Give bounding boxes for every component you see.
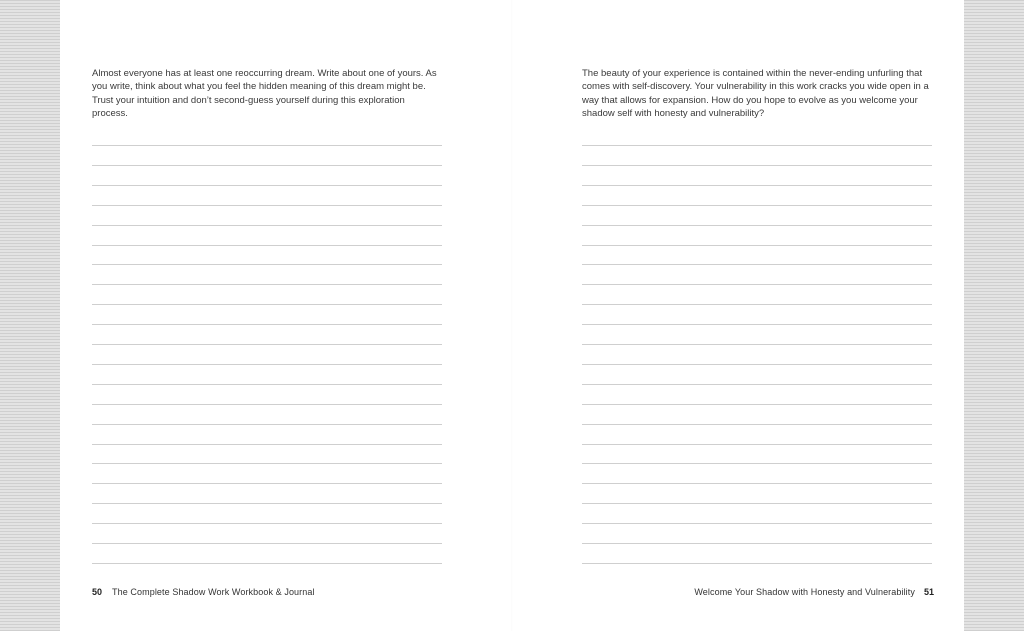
writing-line (582, 463, 932, 464)
writing-line (92, 145, 442, 146)
writing-line (582, 205, 932, 206)
page-number-right: 51 (923, 587, 934, 597)
footer-left (92, 587, 315, 597)
writing-line (92, 324, 442, 325)
writing-line (582, 245, 932, 246)
writing-line (92, 523, 442, 524)
writing-line (582, 344, 932, 345)
writing-line (582, 543, 932, 544)
footer-right (694, 587, 934, 597)
writing-line (582, 145, 932, 146)
journal-prompt-right: The beauty of your experience is contained within the never-ending unfurling that comes with self-discovery. Your vulnerability in this work cracks you wide open in a way that allows for expansion. How do you hope to evolve as you welcome your shadow self with honesty and vulnerability? (582, 68, 929, 120)
writing-lines-right (582, 145, 932, 565)
writing-lines-left (92, 145, 442, 565)
writing-line (92, 463, 442, 464)
writing-line (92, 245, 442, 246)
writing-line (92, 384, 442, 385)
writing-line (582, 404, 932, 405)
writing-line (92, 444, 442, 445)
writing-line (582, 324, 932, 325)
writing-line (92, 225, 442, 226)
writing-line (582, 304, 932, 305)
running-title-left: The Complete Shadow Work Workbook & Journal (112, 587, 315, 597)
writing-line (92, 165, 442, 166)
writing-line (582, 384, 932, 385)
writing-line (582, 523, 932, 524)
writing-line (92, 264, 442, 265)
left-page (60, 0, 512, 631)
writing-line (92, 563, 442, 564)
writing-line (92, 185, 442, 186)
writing-line (582, 503, 932, 504)
book-spread (60, 0, 964, 631)
writing-line (582, 444, 932, 445)
writing-line (92, 284, 442, 285)
writing-line (582, 165, 932, 166)
writing-line (582, 483, 932, 484)
right-page-edges (964, 0, 1024, 631)
writing-line (92, 483, 442, 484)
journal-prompt-left: Almost everyone has at least one reoccurring dream. Write about one of yours. As you write, think about what you feel the hidden meaning of this dream might be. Trust your intuition and don’t second-guess yourself during this exploration process. (92, 68, 437, 120)
left-page-edges (0, 0, 60, 631)
writing-line (92, 424, 442, 425)
writing-line (582, 185, 932, 186)
writing-line (92, 205, 442, 206)
right-page (512, 0, 964, 631)
writing-line (92, 344, 442, 345)
writing-line (582, 364, 932, 365)
page-number-left: 50 (92, 587, 103, 597)
writing-line (582, 424, 932, 425)
writing-line (92, 503, 442, 504)
writing-line (92, 404, 442, 405)
writing-line (582, 563, 932, 564)
writing-line (582, 225, 932, 226)
running-title-right: Welcome Your Shadow with Honesty and Vulnerability (694, 587, 915, 597)
writing-line (92, 304, 442, 305)
writing-line (92, 543, 442, 544)
writing-line (582, 284, 932, 285)
writing-line (92, 364, 442, 365)
writing-line (582, 264, 932, 265)
